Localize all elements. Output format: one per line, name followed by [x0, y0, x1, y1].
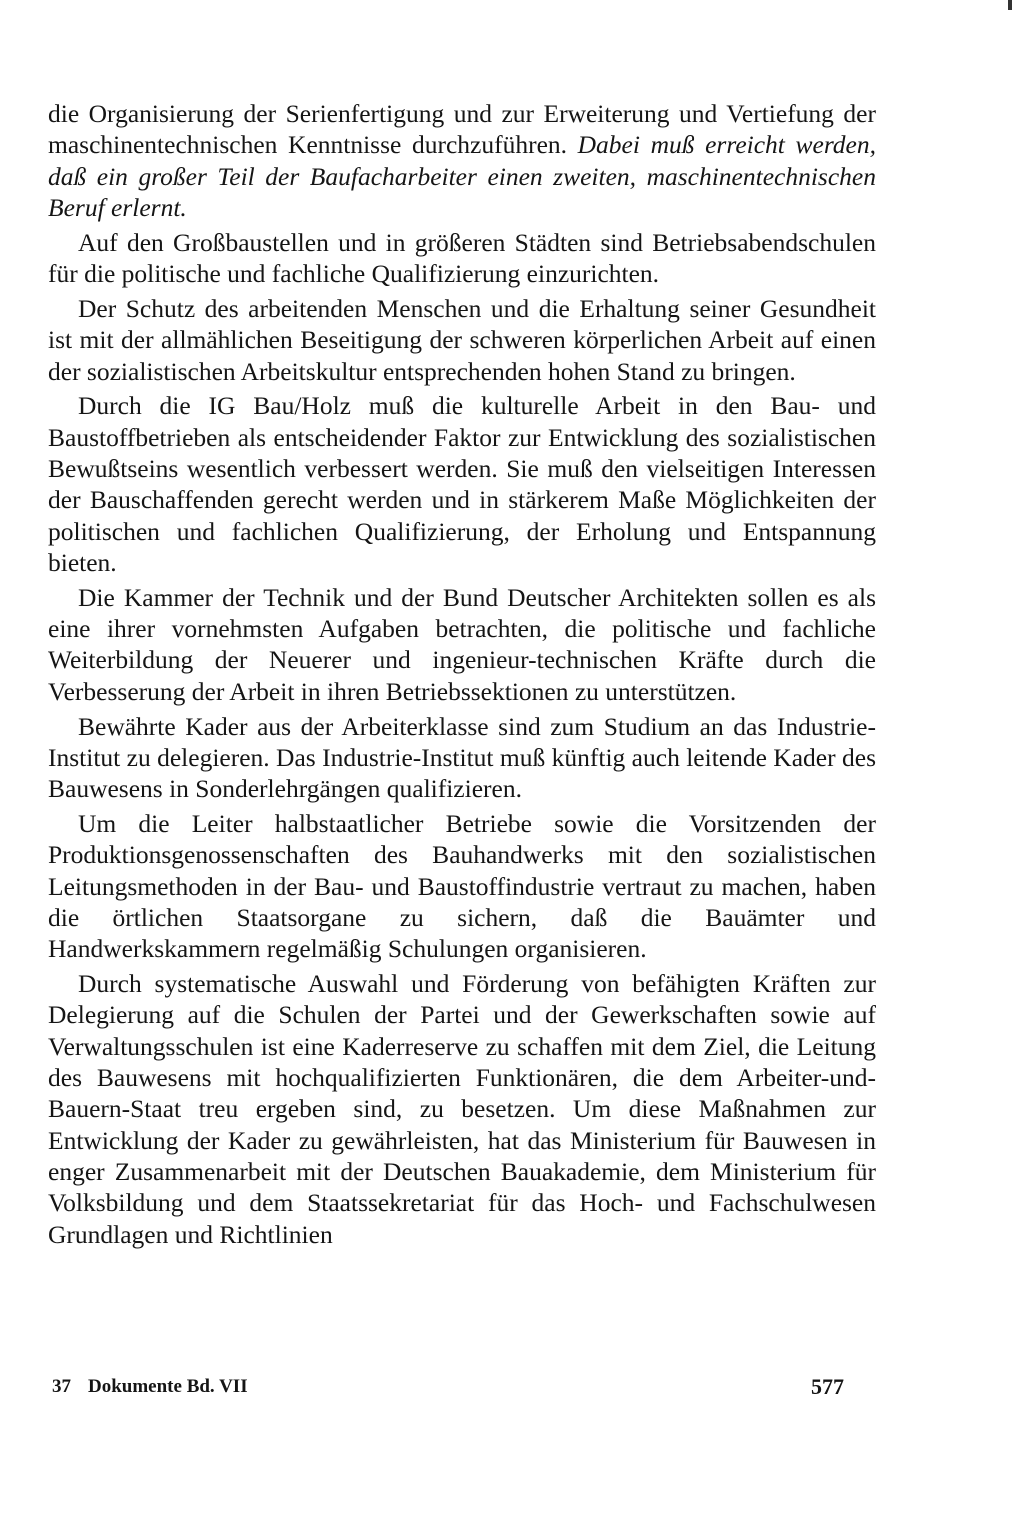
paragraph-1-emphasis: Dabei muß erreicht werden, daß ein großer Teil der Baufacharbeiter einen zweiten, maschinentechnischen Beruf erlernt.	[48, 130, 876, 222]
paragraph-5: Die Kammer der Technik und der Bund Deutscher Architekten sollen es als eine ihrer vornehmsten Aufgaben betrachten, die politische und fachliche Weiterbildung der Neuerer und ingenieur-technischen Kräfte durch die Verbesserung der Arbeit in ihren Betriebssektionen zu unterstützen.	[48, 582, 876, 706]
paragraph-8: Durch systematische Auswahl und Förderung von befähigten Kräften zur Delegierung auf die Schulen der Partei und der Gewerkschaften sowie auf Verwaltungsschulen ist eine Kaderreserve zu schaffen mit dem Ziel, die Leitung des Bauwesens mit hochqualifizierten Funktionären, die dem Arbeiter-und-Bauern-Staat treu ergeben sind, zu besetzen. Um diese Maßnahmen zur Entwicklung der Kader zu gewährleisten, hat das Ministerium für Bauwesen in enger Zusammenarbeit mit der Deutschen Bauakademie, dem Ministerium für Volksbildung und dem Staatssekretariat für das Hoch- und Fachschulwesen Grundlagen und Richtlinien	[48, 969, 876, 1249]
paragraph-2: Auf den Großbaustellen und in größeren Städten sind Betriebsabendschulen für die politische und fachliche Qualifizierung einzurichten.	[48, 227, 876, 289]
paragraph-7: Um die Leiter halbstaatlicher Betriebe sowie die Vorsitzenden der Produktionsgenossenschaften des Bauhandwerks mit den sozialistischen Leitungsmethoden in der Bau- und Baustoffindustrie vertraut zu machen, haben die örtlichen Staatsorgane zu sichern, daß die Bauämter und Handwerkskammern regelmäßig Schulungen organisieren.	[48, 809, 876, 964]
paragraph-4: Durch die IG Bau/Holz muß die kulturelle Arbeit in den Bau- und Baustoffbetrieben als entscheidender Faktor zur Entwicklung des sozialistischen Bewußtseins wesentlich verbessert werden. Sie muß den vielseitigen Interessen der Bauschaffenden gerecht werden und in stärkerem Maße Möglichkeiten der politischen und fachlichen Qualifizierung, der Erholung und Entspannung bieten.	[48, 391, 876, 577]
body-text	[48, 98, 876, 1253]
scan-mark	[1008, 0, 1012, 10]
footer-document-title: Dokumente Bd. VII	[88, 1376, 248, 1397]
paragraph-1	[48, 98, 876, 223]
signature-mark: 37	[52, 1376, 71, 1397]
paragraph-3: Der Schutz des arbeitenden Menschen und die Erhaltung seiner Gesundheit ist mit der allmählichen Beseitigung der schweren körperlichen Arbeit auf einen der sozialistischen Arbeitskultur entsprechenden hohen Stand zu bringen.	[48, 293, 876, 386]
page-number: 577	[811, 1374, 844, 1399]
paragraph-1-lead: die Organisierung der Serienfertigung und zur Erweiterung und Vertiefung der maschinentechnischen Kenntnisse durchzuführen.	[48, 99, 876, 160]
paragraph-6: Bewährte Kader aus der Arbeiterklasse sind zum Studium an das Industrie-Institut zu delegieren. Das Industrie-Institut muß künftig auch leitende Kader des Bauwesens in Sonderlehrgängen qualifizieren.	[48, 711, 876, 804]
